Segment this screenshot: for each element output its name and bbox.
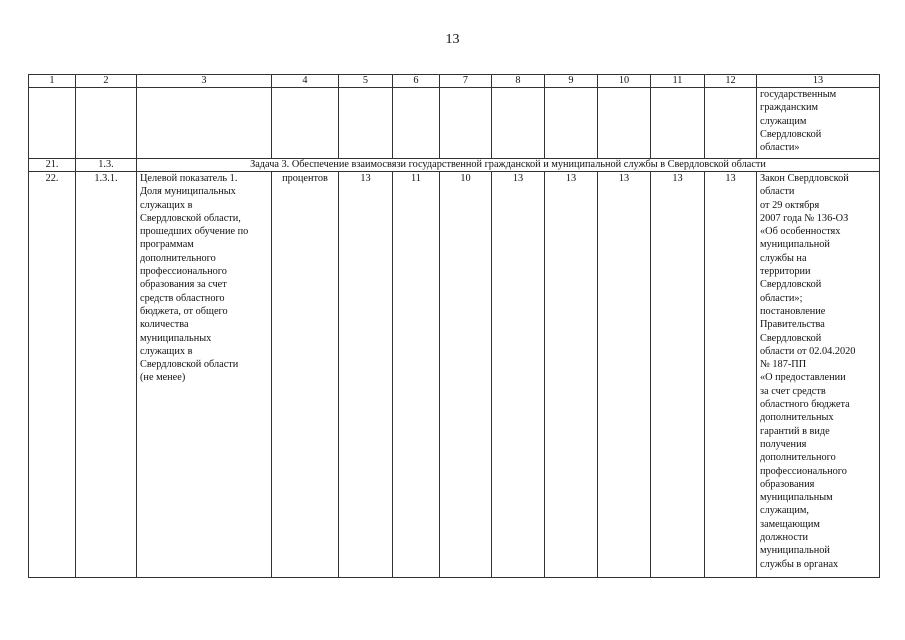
header-cell-12: 12 bbox=[705, 75, 757, 88]
task-title-cell: Задача 3. Обеспечение взаимосвязи государственной гражданской и муниципальной службы в Свердловской области bbox=[137, 159, 880, 172]
header-cell-7: 7 bbox=[440, 75, 492, 88]
empty-cell bbox=[440, 88, 492, 159]
empty-cell bbox=[339, 88, 393, 159]
header-cell-10: 10 bbox=[598, 75, 651, 88]
value-cell: 10 bbox=[440, 172, 492, 578]
header-cell-2: 2 bbox=[76, 75, 137, 88]
empty-cell bbox=[272, 88, 339, 159]
header-cell-8: 8 bbox=[492, 75, 545, 88]
indicator-row bbox=[29, 172, 880, 578]
header-cell-4: 4 bbox=[272, 75, 339, 88]
row-code-cell: 1.3. bbox=[76, 159, 137, 172]
empty-cell bbox=[137, 88, 272, 159]
row-number-cell: 22. bbox=[29, 172, 76, 578]
empty-cell bbox=[29, 88, 76, 159]
value-cell: 11 bbox=[393, 172, 440, 578]
value-cell: 13 bbox=[651, 172, 705, 578]
empty-cell bbox=[492, 88, 545, 159]
legal-basis-cell: Закон Свердловской области от 29 октября 2007 года № 136-ОЗ «Об особенностях муниципальной службы на территории Свердловской области»; постановление Правительства Свердловской области от 02.04.2020 № 187-ПП «О предоставлении за счет средств областного бюджета дополнительных гарантий в виде получения дополнительного профессионального образования муниципальным служащим, замещающим должности муниципальной службы в органах bbox=[757, 172, 880, 578]
row-code-cell: 1.3.1. bbox=[76, 172, 137, 578]
value-cell: 13 bbox=[492, 172, 545, 578]
header-cell-3: 3 bbox=[137, 75, 272, 88]
document-table bbox=[28, 74, 880, 578]
header-cell-1: 1 bbox=[29, 75, 76, 88]
header-row bbox=[29, 75, 880, 88]
indicator-name-cell: Целевой показатель 1. Доля муниципальных служащих в Свердловской области, прошедших обучение по программам дополнительного профессионального образования за счет средств областного бюджета, от общего количества муниципальных служащих в Свердловской области (не менее) bbox=[137, 172, 272, 578]
header-cell-13: 13 bbox=[757, 75, 880, 88]
empty-cell bbox=[393, 88, 440, 159]
value-cell: 13 bbox=[705, 172, 757, 578]
header-cell-5: 5 bbox=[339, 75, 393, 88]
page-number: 13 bbox=[445, 32, 460, 47]
header-cell-9: 9 bbox=[545, 75, 598, 88]
task-row bbox=[29, 159, 880, 172]
continuation-row bbox=[29, 88, 880, 159]
empty-cell bbox=[545, 88, 598, 159]
continuation-basis-cell: государственным гражданским служащим Свердловской области» bbox=[757, 88, 880, 159]
unit-cell: процентов bbox=[272, 172, 339, 578]
empty-cell bbox=[651, 88, 705, 159]
empty-cell bbox=[76, 88, 137, 159]
empty-cell bbox=[598, 88, 651, 159]
value-cell: 13 bbox=[598, 172, 651, 578]
row-number-cell: 21. bbox=[29, 159, 76, 172]
value-cell: 13 bbox=[545, 172, 598, 578]
header-cell-6: 6 bbox=[393, 75, 440, 88]
empty-cell bbox=[705, 88, 757, 159]
header-cell-11: 11 bbox=[651, 75, 705, 88]
value-cell: 13 bbox=[339, 172, 393, 578]
